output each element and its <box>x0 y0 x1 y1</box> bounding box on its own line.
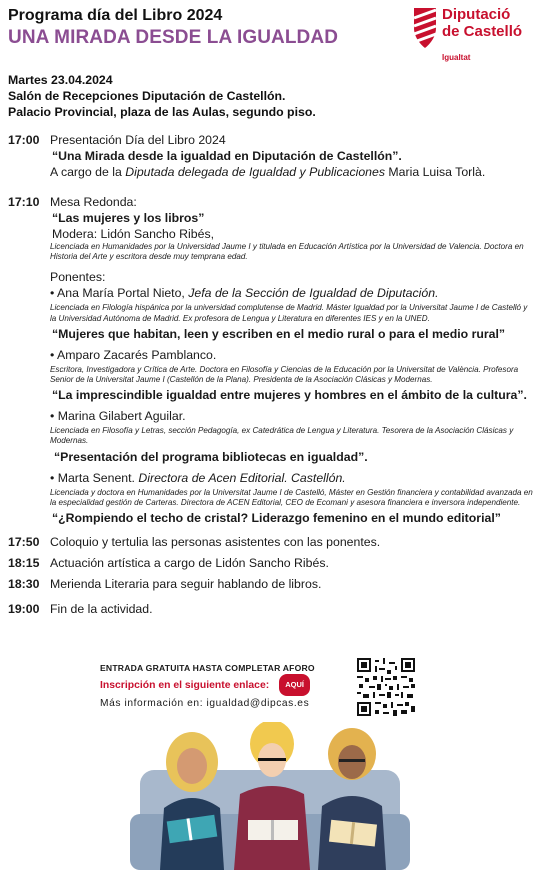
speaker-role: Directora de Acen Editorial. Castellón. <box>138 470 346 485</box>
agenda-text: Coloquio y tertulia las personas asistentes con las ponentes. <box>50 535 381 550</box>
agenda-time: 19:00 <box>8 602 40 617</box>
event-place: Palacio Provincial, plaza de las Aulas, segundo piso. <box>8 105 316 119</box>
agenda-time: 17:10 <box>8 195 40 209</box>
agenda-time: 18:30 <box>8 577 40 592</box>
agenda-time: 17:50 <box>8 535 40 550</box>
speaker-name-line <box>50 470 534 486</box>
moderator-bio: Licenciada en Humanidades por la Universidad Jaume I y titulada en Educación Artística por la Universidad de Valencia. Doctora en Historia del Arte y escritora desde muy temprana edad. <box>50 242 524 262</box>
agenda-time: 17:00 <box>8 133 40 147</box>
more-info[interactable]: Más información en: igualdad@dipcas.es <box>100 698 310 709</box>
agenda-item-1750 <box>8 534 534 550</box>
speaker-name: • Marta Senent. <box>50 470 139 485</box>
free-entry-notice: ENTRADA GRATUITA HASTA COMPLETAR AFORO <box>100 663 315 673</box>
event-room: Salón de Recepciones Diputación de Castellón. <box>8 89 286 103</box>
agenda <box>8 132 534 617</box>
speakers-label: Ponentes: <box>50 270 106 285</box>
logo-sub: Igualtat <box>442 53 471 62</box>
logo-line2: de Castelló <box>442 23 523 40</box>
speaker-talk: “¿Rompiendo el techo de cristal? Liderazgo femenino en el mundo editorial” <box>52 511 501 526</box>
agenda-text: Merienda Literaria para seguir hablando de libros. <box>50 577 322 592</box>
signup-text: Inscripción en el siguiente enlace: <box>100 680 270 691</box>
speaker-bio: Escritora, Investigadora y Crítica de Arte. Doctora en Filosofía y Ciencias de la Educación por la Universitat de València. Profesora Senior de la Universitat Jaume I (Castellón de la Plana). Presidenta de la Asociación Clásicas y Modernas. <box>50 364 519 385</box>
main-title: UNA MIRADA DESDE LA IGUALDAD <box>8 27 339 48</box>
speaker-bio: Licenciada en Filosofía y Letras, sección Pedagogía, ex Catedrática de Lengua y Literatura. Tesorera de la Asociación Clásicas y Modernas. <box>50 426 514 446</box>
speaker-talk: “La imprescindible igualdad entre mujeres y hombres en el ámbito de la cultura”. <box>52 388 527 403</box>
speaker-2 <box>50 347 534 403</box>
speaker-talk: “Presentación del programa bibliotecas en igualdad”. <box>54 449 368 464</box>
agenda-item-1900 <box>8 601 534 617</box>
agenda-quote: “Las mujeres y los libros” <box>52 211 205 225</box>
event-date: Martes 23.04.2024 <box>8 73 113 87</box>
diputacio-logo[interactable] <box>412 6 538 64</box>
host-prefix: A cargo de la <box>50 165 126 179</box>
agenda-title: Presentación Día del Libro 2024 <box>50 133 226 147</box>
qr-code-icon[interactable] <box>357 658 415 716</box>
three-women-reading-illustration-icon <box>130 722 410 870</box>
speaker-bio: Licenciada y doctora en Humanidades por la Universitat Jaume I de Castelló, Máster en Gestión financiera y contabilidad avanzada en la especialidad gestión de Carteras. Directora de ACEN Editorial, CEO de Ecomani y asesora financiera e inversora independiente. <box>50 487 533 507</box>
header <box>8 6 398 50</box>
venue-block <box>8 72 528 120</box>
agenda-title: Mesa Redonda: <box>50 195 137 209</box>
speaker-name: • Amparo Zacarés Pamblanco. <box>50 347 217 362</box>
agenda-text: Actuación artística a cargo de Lidón Sancho Ribés. <box>50 556 329 571</box>
agenda-item-1830 <box>8 576 534 592</box>
moderator: Modera: Lidón Sancho Ribés, <box>52 227 215 241</box>
speaker-talk: “Mujeres que habitan, leen y escriben en el medio rural o para el medio rural” <box>52 326 506 341</box>
speaker-bio: Licenciada en Filología hispánica por la universidad complutense de Madrid. Máster Igualdad por la Universitat Jaume I de Castelló y la Universidad Autónoma de Madrid. Ex profesora de Lengua y Literatura en diferentes IES y en la UNED. <box>50 303 528 323</box>
host-name: Maria Luisa Torlà. <box>385 165 486 179</box>
logo-line1: Diputació <box>442 6 511 23</box>
host-role: Diputada delegada de Igualdad y Publicaciones <box>125 165 385 179</box>
footer <box>100 662 350 712</box>
agenda-item-1700 <box>8 132 534 180</box>
agenda-item-1710 <box>8 194 534 526</box>
speaker-role: Jefa de la Sección de Igualdad de Diputación. <box>188 286 439 301</box>
agenda-time: 18:15 <box>8 556 40 571</box>
speaker-1 <box>50 285 534 341</box>
agenda-text: Fin de la actividad. <box>50 602 153 617</box>
speaker-3 <box>50 408 534 464</box>
speaker-name: • Ana María Portal Nieto, <box>50 286 189 301</box>
program-title: Programa día del Libro 2024 <box>8 7 223 24</box>
speaker-4 <box>50 470 534 526</box>
agenda-host <box>50 164 534 180</box>
speaker-name-line <box>50 285 534 301</box>
signup-here-button[interactable]: AQUÍ <box>279 674 310 696</box>
agenda-item-1815 <box>8 555 534 571</box>
speaker-name: • Marina Gilabert Aguilar. <box>50 409 186 424</box>
agenda-quote: “Una Mirada desde la igualdad en Diputación de Castellón”. <box>52 149 402 163</box>
signup-line <box>100 674 350 696</box>
diputacio-stripes-logo-icon <box>412 6 438 50</box>
